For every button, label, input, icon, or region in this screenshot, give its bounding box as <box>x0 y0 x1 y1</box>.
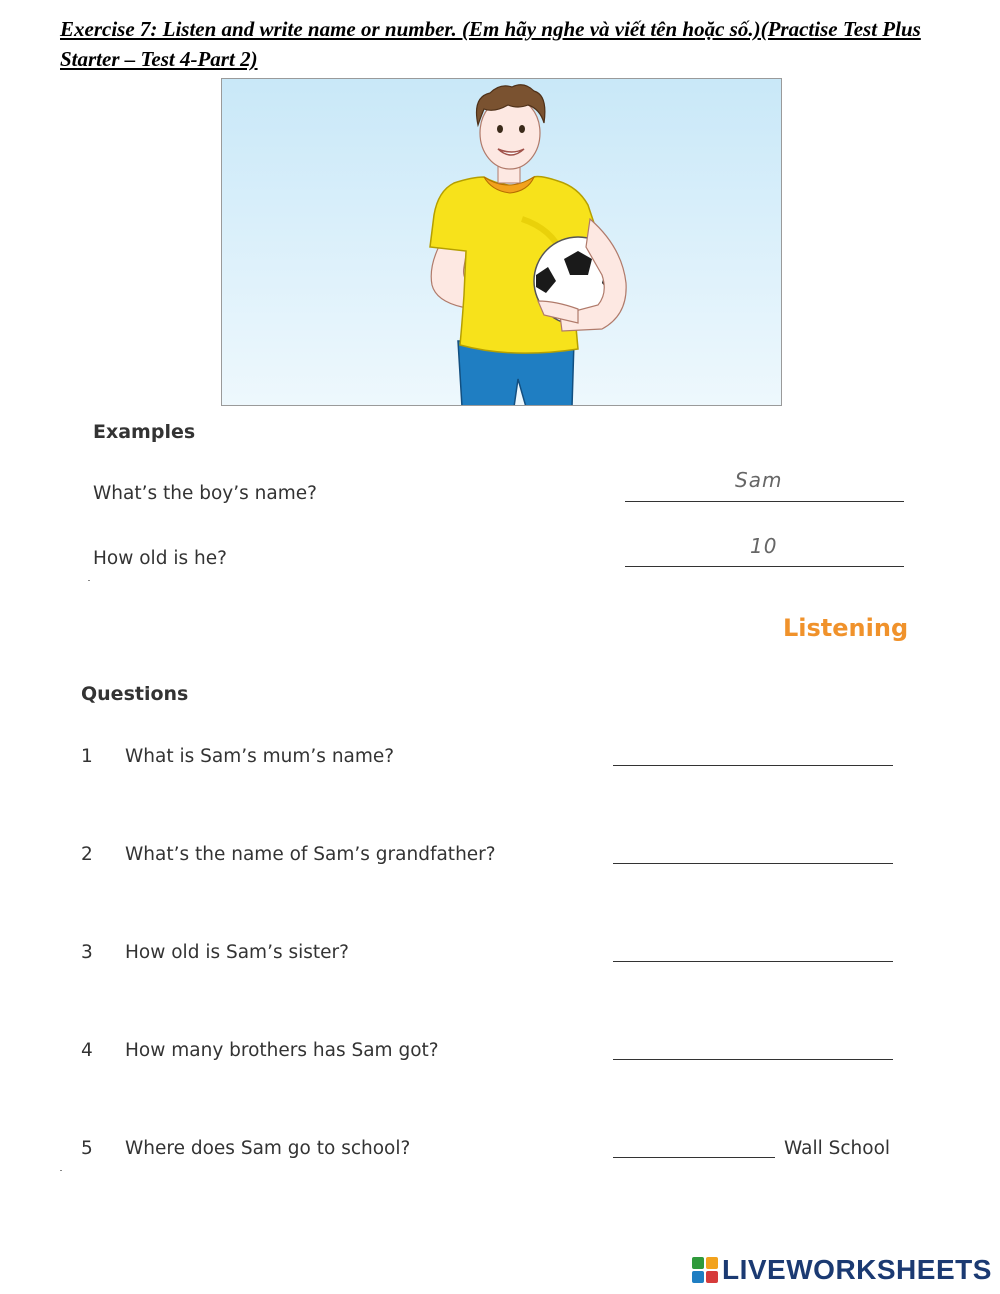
question-number: 5 <box>81 1138 93 1159</box>
question-number: 4 <box>81 1040 93 1061</box>
stray-mark <box>60 1170 62 1171</box>
answer-suffix: Wall School <box>784 1138 891 1159</box>
answer-input-line[interactable] <box>613 765 893 766</box>
question-text: How many brothers has Sam got? <box>125 1040 439 1061</box>
stray-mark <box>88 580 90 581</box>
answer-input-line[interactable] <box>613 1157 775 1158</box>
question-text: What’s the name of Sam’s grandfather? <box>125 844 496 865</box>
exercise-title: Exercise 7: Listen and write name or number. (Em hãy nghe và viết tên hoặc số.)(Practise Test Plus Starter – Test 4-Part 2) <box>60 17 921 71</box>
answer-input-line[interactable] <box>613 961 893 962</box>
example-question: What’s the boy’s name? <box>93 483 317 504</box>
example-answer: 10 <box>750 534 778 558</box>
question-number: 1 <box>81 746 93 767</box>
question-number: 3 <box>81 942 93 963</box>
examples-heading: Examples <box>93 421 196 443</box>
answer-input-line[interactable] <box>613 863 893 864</box>
boy-holding-football-image <box>221 78 782 406</box>
example-question: How old is he? <box>93 548 227 569</box>
question-number: 2 <box>81 844 93 865</box>
answer-input-line[interactable] <box>613 1059 893 1060</box>
example-answer: Sam <box>735 468 783 492</box>
liveworksheets-badge-icon <box>692 1257 718 1283</box>
question-text: How old is Sam’s sister? <box>125 942 349 963</box>
question-text: Where does Sam go to school? <box>125 1138 411 1159</box>
question-text: What is Sam’s mum’s name? <box>125 746 395 767</box>
questions-heading: Questions <box>81 683 189 705</box>
liveworksheets-logo <box>692 1254 992 1286</box>
listening-label: Listening <box>783 614 909 642</box>
answer-line <box>625 501 904 502</box>
answer-line <box>625 566 904 567</box>
logo-text: LIVEWORKSHEETS <box>722 1254 992 1285</box>
